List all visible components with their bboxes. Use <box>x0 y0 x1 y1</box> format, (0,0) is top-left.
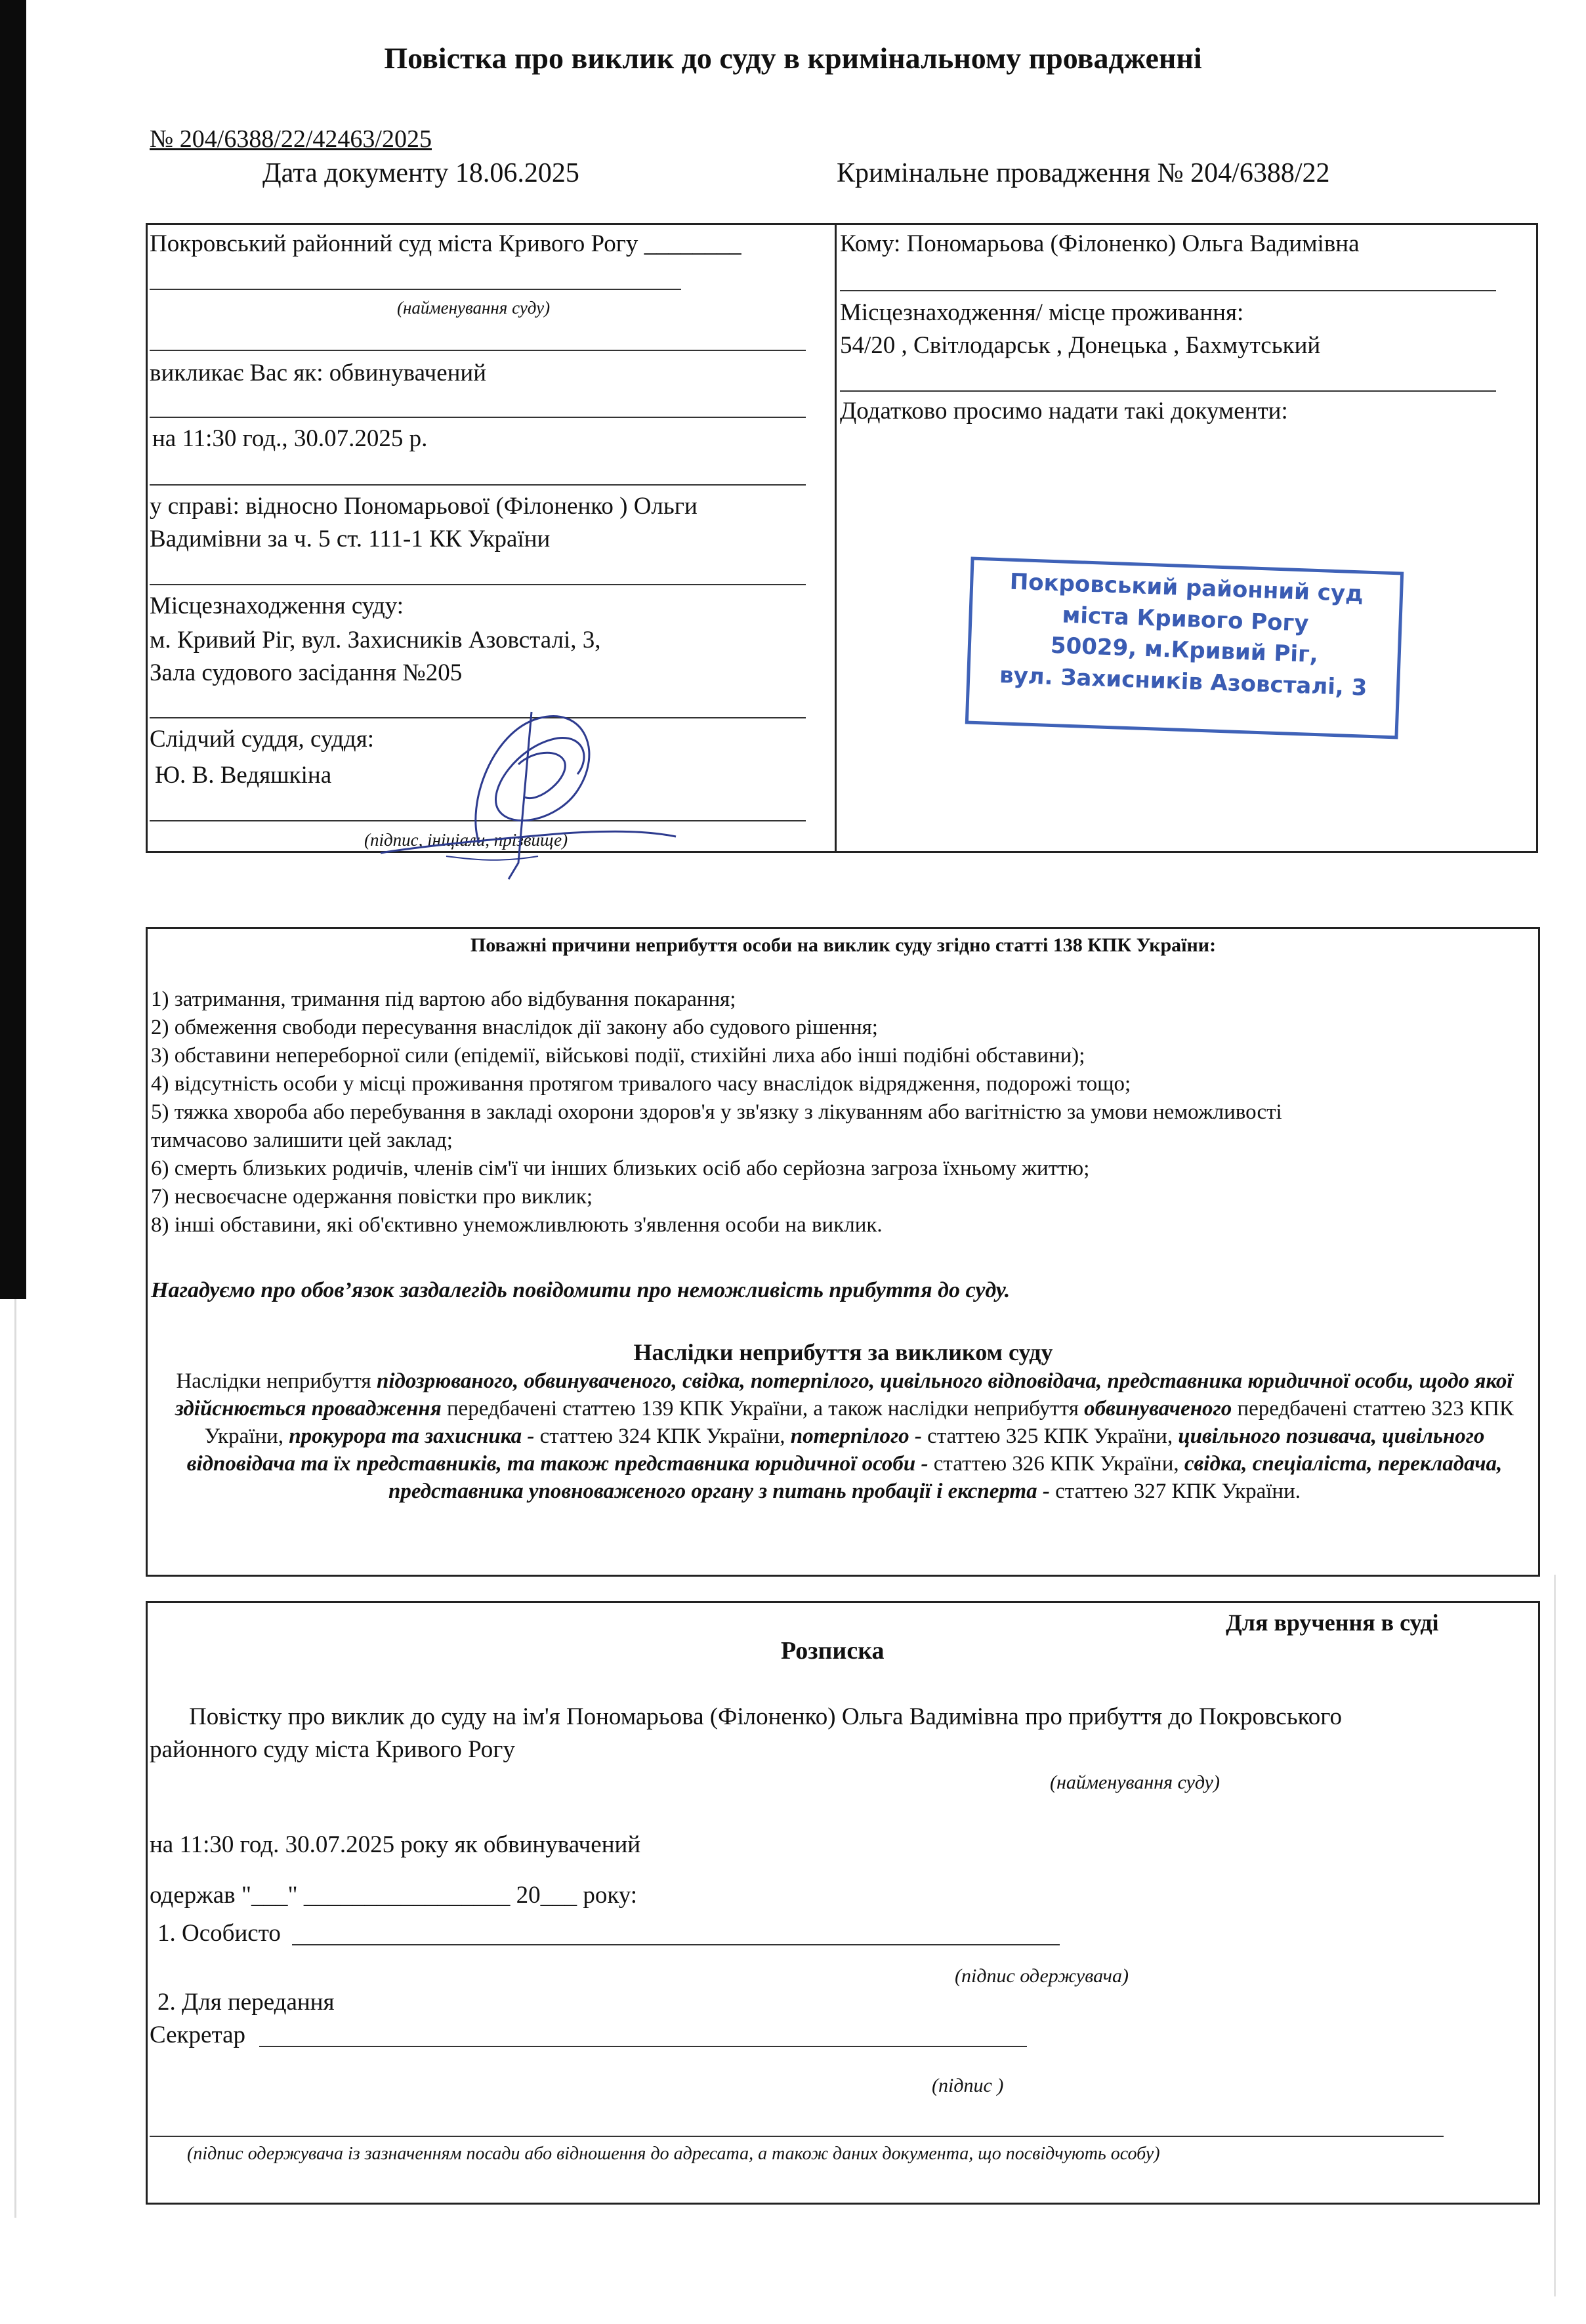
judge-name: Ю. В. Ведяшкіна <box>155 762 332 789</box>
residence-label: Місцезнаходження/ місце проживання: <box>840 299 1244 326</box>
summons-divider <box>835 223 837 853</box>
signature-line <box>292 1944 1060 1945</box>
scan-edge-shadow <box>14 1299 16 2218</box>
judge-label: Слідчий суддя, суддя: <box>150 726 375 753</box>
court-address: м. Кривий Ріг, вул. Захисників Азовсталі, 3, <box>150 627 601 654</box>
consequences-part: статтею 326 КПК України, <box>928 1452 1184 1476</box>
underline <box>840 290 1496 291</box>
receipt-title: Розписка <box>781 1637 885 1665</box>
secretary-caption: (підпис ) <box>932 2075 1004 2096</box>
underline <box>840 390 1496 392</box>
receipt-court-caption: (найменування суду) <box>1050 1772 1220 1793</box>
underline <box>150 289 681 290</box>
receipt-datetime: на 11:30 год. 30.07.2025 року як обвинувачений <box>150 1831 641 1858</box>
court-stamp <box>965 557 1404 739</box>
reason-item: 5) тяжка хвороба або перебування в закладі охорони здоров'я у зв'язку з лікуванням або вагітністю за умови неможливості <box>151 1100 1282 1124</box>
criminal-case-number: Кримінальне провадження № 204/6388/22 <box>837 158 1330 188</box>
signature-line <box>150 2136 1444 2137</box>
court-name-caption: (найменування суду) <box>397 298 551 318</box>
consequences-emphasis: свідка, спеціаліста, перекладача, представника уповноваженого органу з питань пробації і експерта - <box>388 1452 1503 1503</box>
stamp-line: вул. Захисників Азовсталі, 3 <box>999 661 1367 701</box>
consequences-emphasis: підозрюваного, обвинуваченого, свідка, потерпілого, цивільного відповідача, представника юридичної особи, щодо якої здійснюється провадження <box>175 1369 1513 1421</box>
court-location-label: Місцезнаходження суду: <box>150 592 404 619</box>
consequences-part: передбачені статтею 323 КПК України, <box>204 1397 1514 1448</box>
reason-item: 2) обмеження свободи пересування внаслідок дії закону або судового рішення; <box>151 1016 878 1039</box>
reason-item: 7) несвоєчасне одержання повістки про виклик; <box>151 1185 593 1209</box>
scan-edge <box>0 0 26 1299</box>
case-description-line1: у справі: відносно Пономарьової (Філоненко ) Ольги <box>150 493 698 520</box>
consequences-emphasis: обвинуваченого <box>1084 1397 1232 1421</box>
consequences-heading: Наслідки неприбуття за викликом суду <box>633 1339 1053 1365</box>
reason-item: 6) смерть близьких родичів, членів сім'ї чи інших близьких осіб або серйозна загроза їхньому життю; <box>151 1157 1090 1180</box>
for-court-label: Для вручення в суді <box>1226 1609 1439 1636</box>
reason-item: тимчасово залишити цей заклад; <box>151 1129 453 1152</box>
consequences-text <box>150 1367 1539 1505</box>
court-room: Зала судового засідання №205 <box>150 659 463 686</box>
signature-caption: (підпис, ініціали, прізвище) <box>364 830 568 850</box>
recipient: Кому: Пономарьова (Філоненко) Ольга Вадимівна <box>840 230 1360 257</box>
scan-edge-right <box>1554 1575 1556 2296</box>
hearing-datetime: на 11:30 год., 30.07.2025 р. <box>152 425 428 452</box>
reason-item: 1) затримання, тримання під вартою або відбування покарання; <box>151 987 736 1011</box>
consequences-part: передбачені статтею 139 КПК України, а також наслідки неприбуття <box>441 1397 1085 1421</box>
court-name: Покровський районний суд міста Кривого Рогу ________ <box>150 230 741 257</box>
receipt-personally: 1. Особисто <box>157 1920 281 1947</box>
receipt-secretary: Секретар <box>150 2022 245 2048</box>
consequences-emphasis: потерпілого - <box>790 1424 922 1448</box>
consequences-part: статтею 327 КПК України. <box>1049 1480 1301 1503</box>
personally-caption: (підпис одержувача) <box>955 1965 1129 1987</box>
underline <box>150 350 806 351</box>
document-number: № 204/6388/22/42463/2025 <box>150 125 432 153</box>
consequences-part: статтею 325 КПК України, <box>921 1424 1179 1448</box>
summons-as: викликає Вас як: обвинувачений <box>150 360 487 386</box>
judge-signature <box>367 692 735 882</box>
consequences-part: статтею 324 КПК України, <box>534 1424 791 1448</box>
consequences-emphasis: прокурора та захисника - <box>289 1424 535 1448</box>
reason-item: 8) інші обставини, які об'єктивно унеможливлюють з'явлення особи на виклик. <box>151 1213 883 1237</box>
document-title: Повістка про виклик до суду в кримінальному провадженні <box>384 41 1202 75</box>
receipt-transfer: 2. Для передання <box>157 1989 335 2016</box>
document-date: Дата документу 18.06.2025 <box>262 158 579 188</box>
signature-line <box>259 2046 1027 2047</box>
consequences-emphasis: цивільного позивача, цивільного відповідача та їх представників, та також представника юридичної особи - <box>186 1424 1485 1476</box>
reasons-heading: Поважні причини неприбуття особи на виклик суду згідно статті 138 КПК України: <box>470 934 1217 956</box>
receipt-footer-caption: (підпис одержувача із зазначенням посади або відношення до адресата, а також даних документа, що посвідчують особу) <box>187 2144 1160 2164</box>
receipt-line1: Повістку про виклик до суду на ім'я Пономарьова (Філоненко) Ольга Вадимівна про прибуття до Покровського <box>189 1703 1342 1730</box>
case-description-line2: Вадимівни за ч. 5 ст. 111-1 КК України <box>150 526 551 552</box>
stamp-line: Покровський районний суд <box>1009 568 1364 608</box>
reminder: Нагадуємо про обов’язок заздалегідь повідомити про неможливість прибуття до суду. <box>151 1278 1011 1302</box>
receipt-received: одержав "___" _________________ 20___ року: <box>150 1882 638 1909</box>
underline <box>150 484 806 486</box>
reason-item: 4) відсутність особи у місці проживання протягом тривалого часу внаслідок відрядження, подорожі тощо; <box>151 1072 1131 1096</box>
underline <box>150 417 806 418</box>
receipt-line2: районного суду міста Кривого Рогу <box>150 1736 515 1763</box>
documents-request: Додатково просимо надати такі документи: <box>840 398 1288 425</box>
stamp-line: міста Кривого Рогу <box>1061 602 1310 637</box>
consequences-part: Наслідки неприбуття <box>176 1369 377 1393</box>
residence-value: 54/20 , Світлодарськ , Донецька , Бахмутський <box>840 332 1321 359</box>
underline <box>150 584 806 585</box>
reason-item: 3) обставини непереборної сили (епідемії, військові події, стихійні лиха або інші подібні обставини); <box>151 1044 1085 1068</box>
stamp-line: 50029, м.Кривий Ріг, <box>1050 633 1319 669</box>
